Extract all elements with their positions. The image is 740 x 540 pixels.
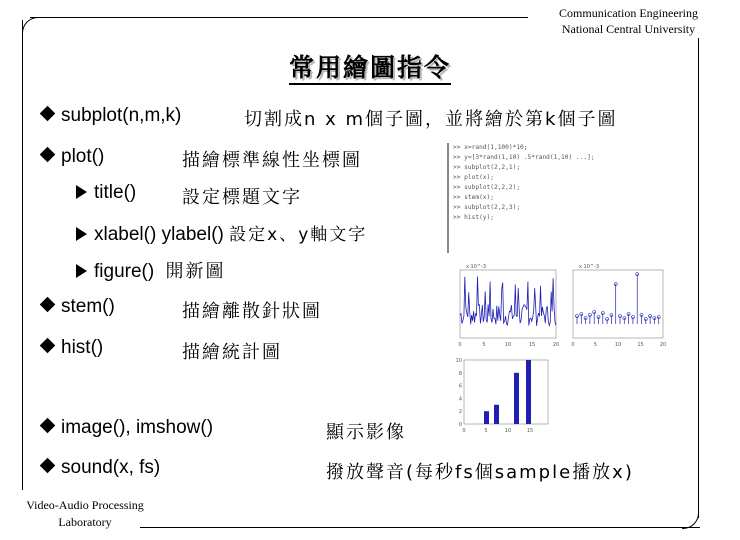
line-plot-xtick-label: 20 — [552, 342, 560, 348]
code-line: >> x=rand(1,100)*10; — [453, 144, 528, 151]
cmd-xlabel: xlabel() ylabel() — [94, 224, 224, 245]
stem-plot-thumbnail — [567, 262, 667, 352]
hist-ytick-label: 6 — [458, 383, 462, 390]
hist-bar — [494, 405, 499, 424]
diamond-bullet-icon — [40, 458, 56, 474]
header-line-1: Communication Engineering — [559, 6, 698, 20]
bullet-item-subplot — [42, 105, 181, 127]
cmd-stem: stem() — [61, 296, 115, 317]
frame-corner-curve — [22, 17, 39, 34]
desc-subplot: 切割成n x m個子圖，並將繪於第k個子圖 — [244, 109, 618, 130]
frame-bottom-line — [140, 527, 700, 528]
line-plot-xtick-label: 15 — [528, 342, 536, 348]
sub-item-title — [76, 182, 136, 204]
code-line: >> subplot(2,2,1); — [453, 164, 521, 171]
footer-line-2: Laboratory — [58, 515, 112, 529]
footer-lab-name — [10, 497, 160, 531]
desc-plot: 描繪標準線性坐標圖 — [182, 150, 362, 171]
cmd-title: title() — [94, 182, 137, 203]
desc-sound: 撥放聲音(每秒fs個sample播放x) — [326, 462, 634, 483]
arrow-bullet-icon — [76, 264, 87, 278]
cmd-subplot: subplot(n,m,k) — [61, 105, 182, 126]
plot-frame — [573, 270, 663, 338]
bullet-item-sound — [42, 457, 160, 479]
bullet-item-image — [42, 417, 213, 439]
stem-plot-xtick-label: 20 — [659, 342, 667, 348]
cmd-plot: plot() — [61, 146, 105, 167]
cmd-sound: sound(x, fs) — [61, 457, 161, 478]
stem-plot-xtick-label: 15 — [637, 342, 644, 348]
line-plot-exponent: x 10^-3 — [466, 264, 487, 270]
diamond-bullet-icon — [40, 147, 56, 163]
line-series — [460, 277, 556, 326]
slide-title-text: 常用繪圖指令 — [289, 53, 451, 85]
stem-plot-exponent: x 10^-3 — [579, 264, 600, 270]
code-line: >> y=[3*rand(1,10) .5*rand(1,10) ...]; — [453, 154, 595, 161]
line-plot-thumbnail — [452, 262, 564, 352]
histogram-thumbnail — [450, 354, 560, 438]
desc-image: 顯示影像 — [326, 422, 406, 443]
bullet-item-plot — [42, 146, 104, 168]
stem-plot-xtick-label: 10 — [614, 342, 622, 348]
frame-top-line — [30, 17, 528, 18]
code-line: >> hist(y); — [453, 214, 494, 221]
diamond-bullet-icon — [40, 297, 56, 313]
hist-xtick-label: 0 — [462, 428, 466, 434]
hist-xtick-label: 15 — [526, 428, 534, 434]
plot-frame — [464, 360, 548, 424]
footer-line-1: Video-Audio Processing — [26, 498, 144, 512]
header-line-2: National Central University — [561, 22, 696, 36]
line-plot-xtick-label: 0 — [458, 342, 462, 348]
hist-xtick-label: 5 — [484, 428, 488, 434]
cmd-hist: hist() — [61, 337, 104, 358]
hist-ytick-label: 4 — [458, 396, 462, 403]
slide-title — [0, 48, 740, 84]
cmd-image: image(), imshow() — [61, 417, 214, 438]
desc-xlabel: 設定x、y軸文字 — [229, 225, 368, 245]
arrow-bullet-icon — [76, 227, 87, 241]
desc-hist: 描繪統計圖 — [182, 342, 282, 363]
matlab-code-snippet — [447, 143, 595, 253]
hist-bar — [514, 373, 519, 424]
stem-plot-xtick-label: 0 — [571, 342, 575, 348]
code-line: >> stem(x); — [453, 194, 494, 201]
line-plot-xtick-label: 5 — [482, 342, 486, 348]
frame-left-line — [22, 20, 23, 490]
desc-figure: 開新圖 — [165, 261, 226, 282]
hist-ytick-label: 8 — [458, 370, 462, 377]
code-line: >> subplot(2,2,2); — [453, 184, 521, 191]
diamond-bullet-icon — [40, 106, 56, 122]
code-line: >> subplot(2,2,3); — [453, 204, 521, 211]
hist-ytick-label: 10 — [455, 358, 462, 364]
bullet-item-hist — [42, 337, 103, 359]
plot-frame — [460, 270, 556, 338]
header-affiliation — [559, 5, 698, 37]
line-plot-xtick-label: 10 — [504, 342, 512, 348]
cmd-figure: figure() — [94, 261, 155, 282]
stem-plot-xtick-label: 5 — [593, 342, 598, 348]
arrow-bullet-icon — [76, 185, 87, 199]
sub-item-figure — [76, 257, 225, 283]
hist-xtick-label: 10 — [504, 428, 512, 434]
diamond-bullet-icon — [40, 418, 56, 434]
hist-ytick-label: 0 — [458, 422, 462, 428]
sub-item-xlabel — [76, 220, 367, 246]
diamond-bullet-icon — [40, 338, 56, 354]
bullet-item-stem — [42, 296, 115, 318]
hist-bar — [526, 360, 531, 424]
frame-right-line — [698, 38, 699, 518]
hist-bar — [484, 411, 489, 424]
desc-title: 設定標題文字 — [182, 187, 302, 208]
hist-ytick-label: 2 — [458, 409, 462, 416]
code-line: >> plot(x); — [453, 174, 494, 181]
desc-stem: 描繪離散針狀圖 — [182, 301, 322, 322]
